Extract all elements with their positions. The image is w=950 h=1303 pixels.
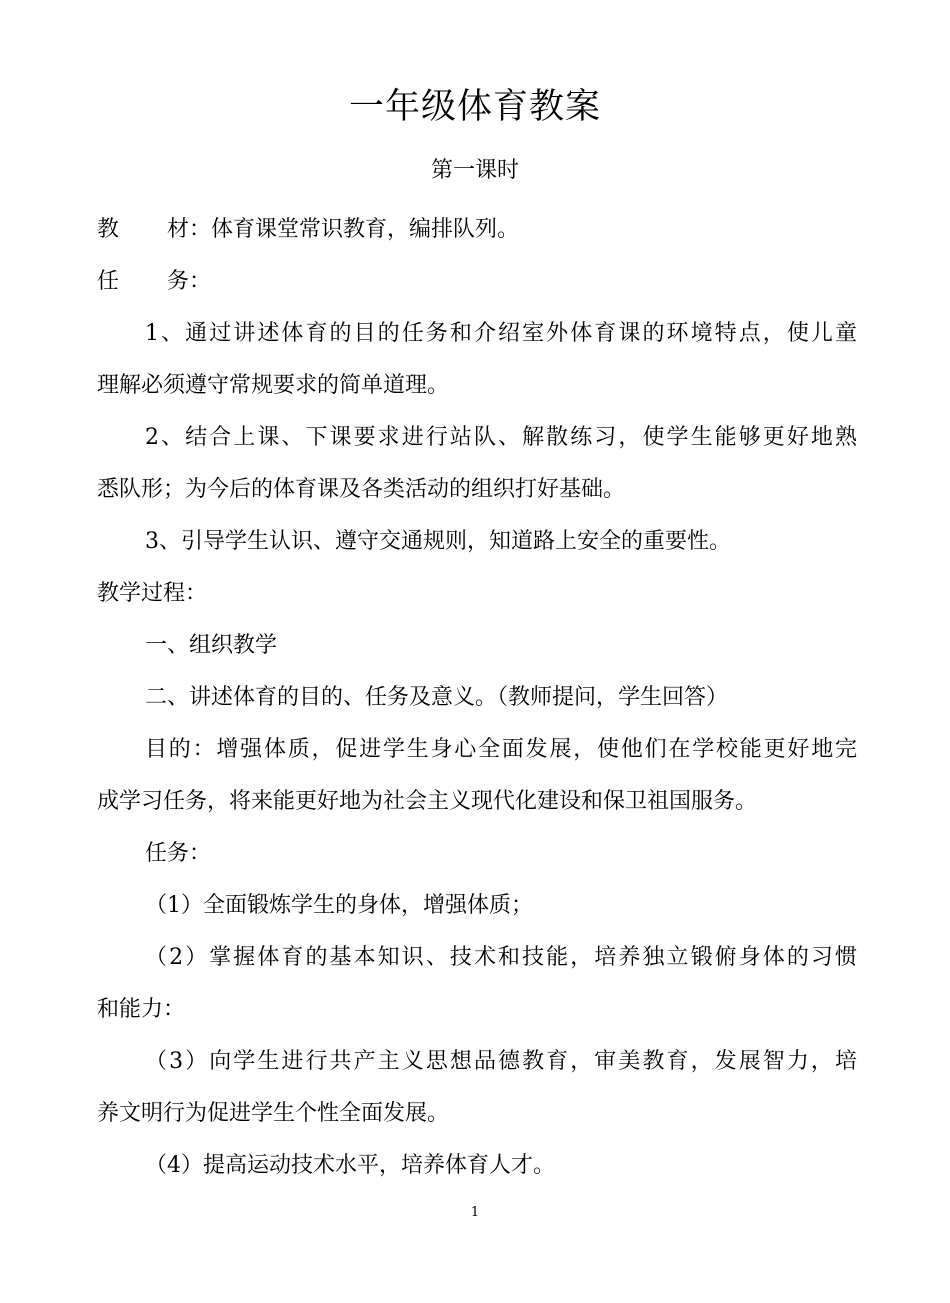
- material-line: [97, 204, 857, 256]
- material-label-1: 教: [97, 217, 120, 242]
- document-title: 一年级体育教案: [348, 87, 601, 127]
- list-item-2-line-1: （2）掌握体育的基本知识、技术和技能，培养独立锻俯身体的习惯: [145, 945, 857, 970]
- task-heading: [97, 256, 857, 308]
- task-item-2-line-1: 2、结合上课、下课要求进行站队、解散练习，使学生能够更好地熟: [145, 425, 857, 450]
- purpose-line-2: 成学习任务，将来能更好地为社会主义现代化建设和保卫祖国服务。: [97, 789, 758, 814]
- teaching-process-heading: 教学过程：: [97, 581, 208, 606]
- purpose-line-1: 目的：增强体质，促进学生身心全面发展，使他们在学校能更好地完: [145, 737, 857, 762]
- task-item-3: 3、引导学生认识、遵守交通规则，知道路上安全的重要性。: [145, 529, 731, 554]
- task-label-2: 务：: [167, 269, 212, 294]
- list-item-3-line-1: （3）向学生进行共产主义思想品德教育，审美教育，发展智力，培: [145, 1049, 857, 1074]
- list-item-3-line-2: 养文明行为促进学生个性全面发展。: [97, 1101, 450, 1126]
- material-label-2: 材：: [167, 217, 212, 242]
- section-1-heading: 一、组织教学: [145, 633, 278, 658]
- task-item-2-line-2: 悉队形；为今后的体育课及各类活动的组织打好基础。: [97, 477, 626, 502]
- lesson-subtitle: 第一课时: [430, 158, 519, 183]
- task-label-1: 任: [97, 269, 120, 294]
- list-item-1: （1）全面锻炼学生的身体，增强体质；: [145, 893, 533, 918]
- task-item-1-line-2: 理解必须遵守常规要求的简单道理。: [97, 373, 450, 398]
- list-item-4: （4）提高运动技术水平，培养体育人才。: [145, 1153, 555, 1178]
- material-text: 体育课堂常识教育，编排队列。: [211, 217, 520, 242]
- document-body: [97, 204, 857, 1192]
- section-2-heading: 二、讲述体育的目的、任务及意义。（教师提问，学生回答）: [145, 685, 729, 710]
- tasks-subheading: 任务：: [145, 841, 212, 866]
- list-item-2-line-2: 和能力：: [97, 997, 186, 1022]
- page-number: 1: [470, 1205, 480, 1220]
- task-item-1-line-1: 1、通过讲述体育的目的任务和介绍室外体育课的环境特点，使儿童: [145, 321, 857, 346]
